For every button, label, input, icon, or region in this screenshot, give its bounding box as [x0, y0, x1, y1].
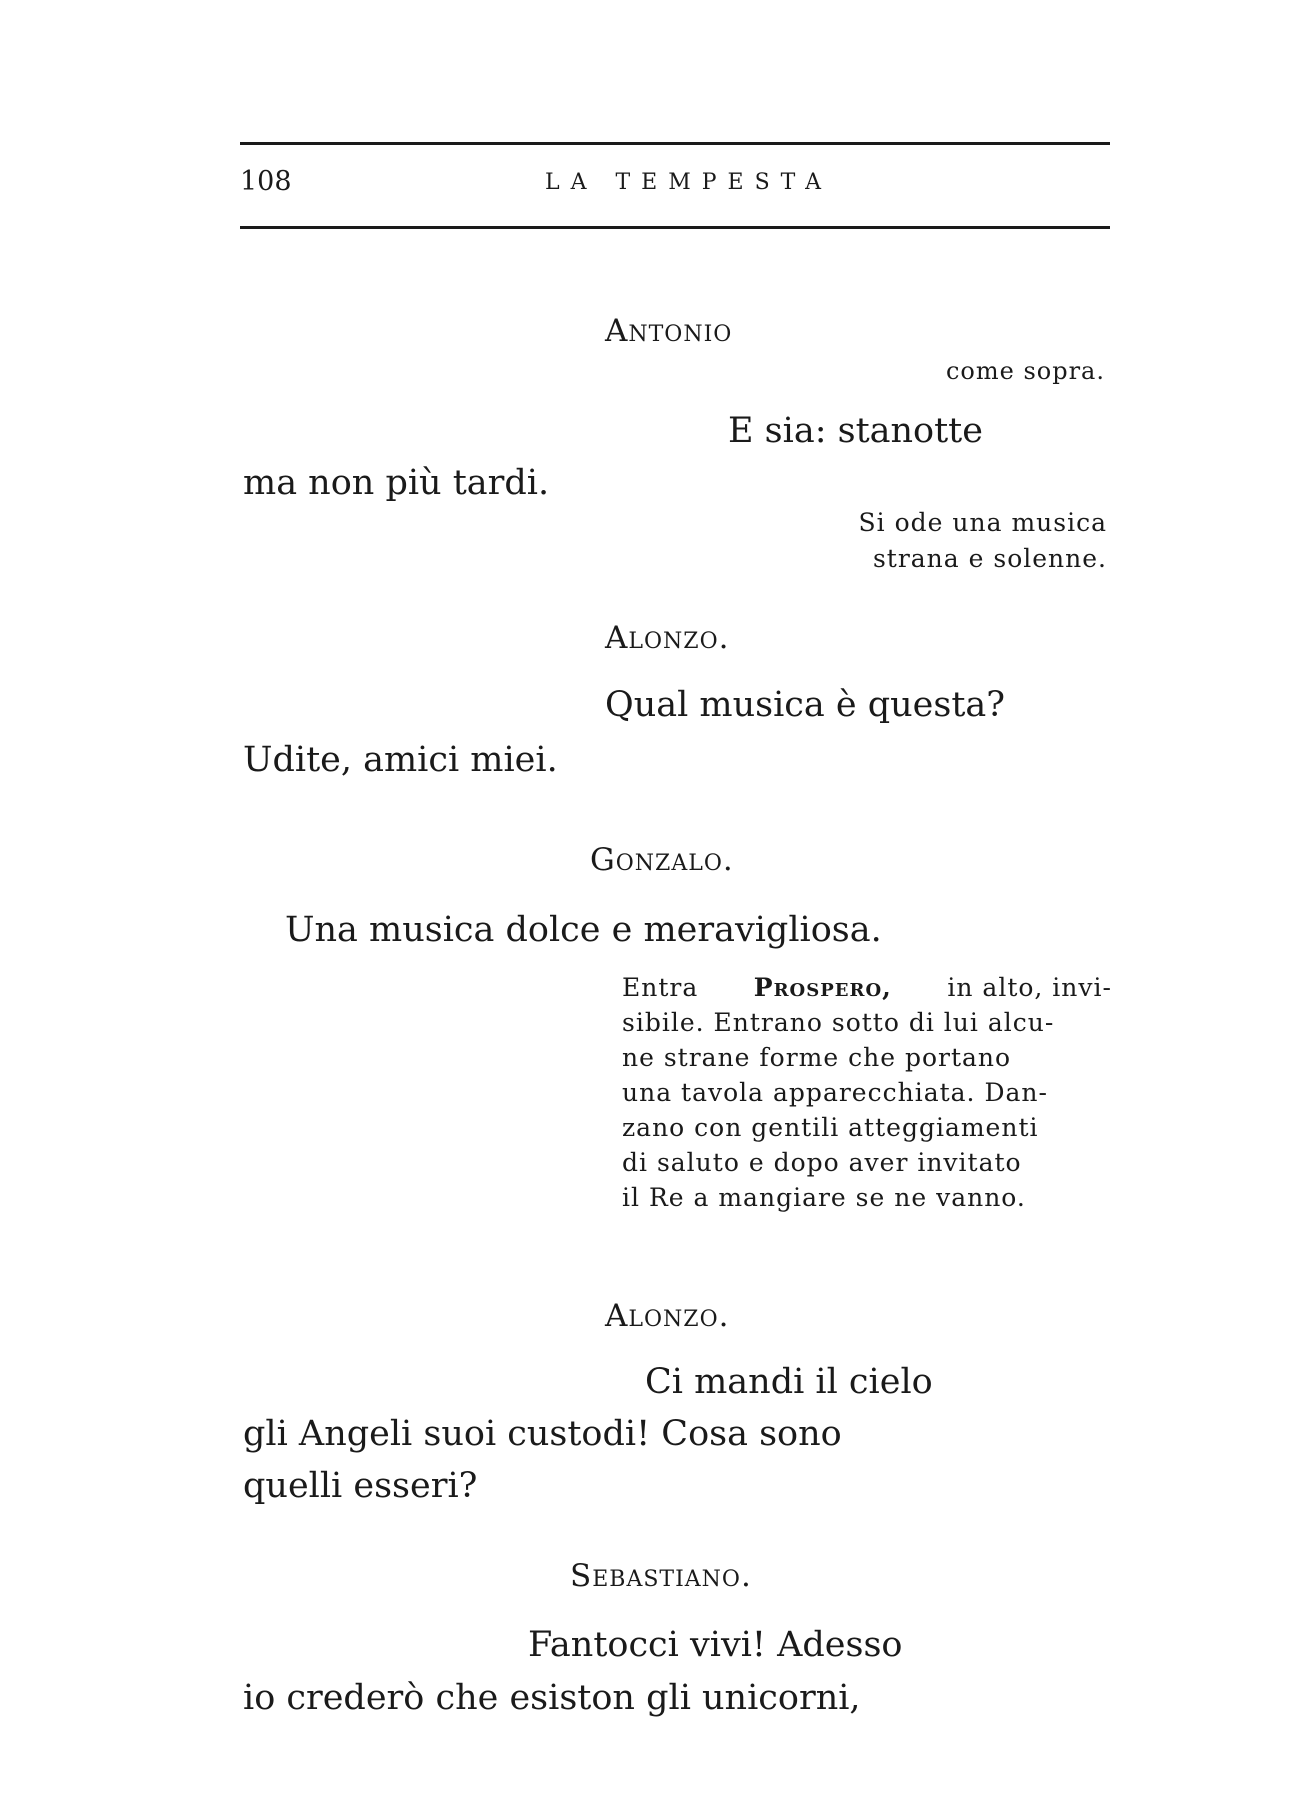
- page-number: 108: [240, 166, 292, 197]
- stage-direction-line: di saluto e dopo aver invitato: [622, 1148, 1022, 1177]
- speaker-alonzo: Alonzo.: [605, 1298, 730, 1334]
- verse-line: Una musica dolce e meravigliosa.: [285, 910, 882, 950]
- verse-line: gli Angeli suoi custodi! Cosa sono: [243, 1414, 842, 1454]
- verse-line: quelli esseri?: [243, 1466, 478, 1506]
- speaker-gonzalo: Gonzalo.: [590, 842, 734, 878]
- stage-direction-music: [859, 505, 1107, 577]
- stage-direction-word: Entra: [622, 973, 699, 1002]
- stage-direction-line: Si ode una musica: [858, 508, 1107, 537]
- verse-line: Fantocci vivi! Adesso: [528, 1625, 903, 1665]
- verse-line: Qual musica è questa?: [605, 685, 1006, 725]
- header-top-rule: [240, 142, 1110, 145]
- stage-direction-prospero: [622, 970, 1112, 1215]
- stage-direction-line: il Re a mangiare se ne vanno.: [622, 1183, 1026, 1212]
- stage-direction-line: una tavola apparecchiata. Dan-: [622, 1078, 1048, 1107]
- verse-line: ma non più tardi.: [243, 463, 550, 503]
- stage-direction-line: zano con gentili atteggiamenti: [622, 1113, 1039, 1142]
- verse-line: E sia: stanotte: [728, 411, 983, 451]
- header-bottom-rule: [240, 226, 1110, 229]
- verse-line: Udite, amici miei.: [243, 740, 558, 780]
- running-title: LA TEMPESTA: [545, 170, 833, 195]
- stage-direction-line: [622, 970, 1112, 1005]
- verse-line: io crederò che esiston gli unicorni,: [243, 1678, 861, 1718]
- stage-direction-word: in alto, invi-: [947, 973, 1112, 1002]
- stage-direction-come-sopra: come sopra.: [945, 357, 1105, 385]
- stage-direction-line: strana e solenne.: [872, 544, 1107, 573]
- verse-line: Ci mandi il cielo: [645, 1362, 933, 1402]
- speaker-sebastiano: Sebastiano.: [570, 1558, 752, 1594]
- stage-direction-line: sibile. Entrano sotto di lui alcu-: [622, 1008, 1055, 1037]
- stage-direction-line: ne strane forme che portano: [622, 1043, 1012, 1072]
- speaker-antonio: Antonio: [605, 313, 733, 349]
- character-name-prospero: Prospero,: [753, 973, 892, 1002]
- speaker-alonzo: Alonzo.: [605, 620, 730, 656]
